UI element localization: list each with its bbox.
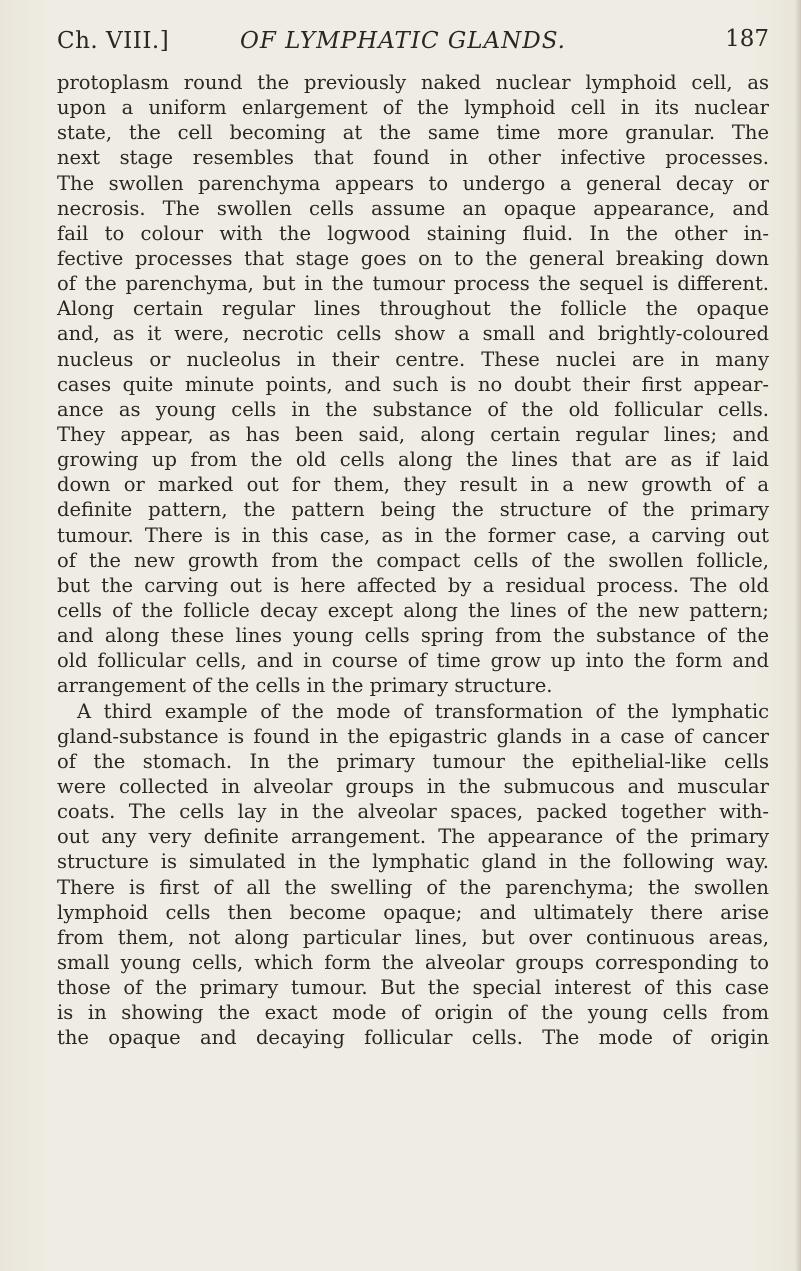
text-line: the opaque and decaying follicular cells. The mode of origin [57, 1026, 769, 1050]
text-line: necrosis. The swollen cells assume an opaque appearance, and [57, 196, 769, 220]
text-line: cases quite minute points, and such is no doubt their first appear- [57, 372, 769, 396]
text-line: fective processes that stage goes on to the general breaking down [57, 246, 769, 270]
text-line: tumour. There is in this case, as in the former case, a carving out [57, 523, 769, 547]
text-line: and along these lines young cells spring from the substance of the [57, 624, 769, 648]
text-line: state, the cell becoming at the same time more granular. The [57, 121, 769, 145]
text-line: down or marked out for them, they result in a new growth of a [57, 473, 769, 497]
chapter-label: Ch. VIII.] [57, 28, 170, 54]
running-title: OF LYMPHATIC GLANDS. [240, 28, 566, 54]
text-line: old follicular cells, and in course of time grow up into the form and [57, 649, 769, 673]
page-number: 187 [725, 26, 769, 52]
text-line: growing up from the old cells along the lines that are as if laid [57, 448, 769, 472]
text-line: and, as it were, necrotic cells show a small and brightly-coloured [57, 322, 769, 346]
text-line: small young cells, which form the alveolar groups corresponding to [57, 950, 769, 974]
text-line: of the parenchyma, but in the tumour process the sequel is different. [57, 272, 769, 296]
page-edge-shadow [795, 0, 801, 1271]
text-line: gland-substance is found in the epigastric glands in a case of cancer [57, 724, 769, 748]
text-line: There is first of all the swelling of the parenchyma; the swollen [57, 875, 769, 899]
text-line: definite pattern, the pattern being the structure of the primary [57, 498, 769, 522]
body-text [57, 70, 769, 1050]
text-line: structure is simulated in the lymphatic gland in the following way. [57, 850, 769, 874]
running-head [57, 28, 769, 60]
text-line: Along certain regular lines throughout the follicle the opaque [57, 297, 769, 321]
text-line: were collected in alveolar groups in the submucous and muscular [57, 774, 769, 798]
text-line: The swollen parenchyma appears to undergo a general decay or [57, 171, 769, 195]
text-line: is in showing the exact mode of origin of the young cells from [57, 1001, 769, 1025]
text-line: those of the primary tumour. But the special interest of this case [57, 976, 769, 1000]
text-line: ance as young cells in the substance of the old follicular cells. [57, 397, 769, 421]
text-line: of the stomach. In the primary tumour the epithelial-like cells [57, 749, 769, 773]
text-line: next stage resembles that found in other infective processes. [57, 146, 769, 170]
text-line: cells of the follicle decay except along the lines of the new pattern; [57, 598, 769, 622]
text-line: They appear, as has been said, along certain regular lines; and [57, 422, 769, 446]
paragraph-end-line: arrangement of the cells in the primary structure. [57, 674, 553, 698]
text-line: protoplasm round the previously naked nuclear lymphoid cell, as [57, 71, 769, 94]
text-line: nucleus or nucleolus in their centre. These nuclei are in many [57, 347, 769, 371]
text-line: but the carving out is here affected by a residual process. The old [57, 573, 769, 597]
text-line: out any very definite arrangement. The appearance of the primary [57, 825, 769, 849]
text-line: fail to colour with the logwood staining fluid. In the other in- [57, 221, 769, 245]
paragraph-start-line: A third example of the mode of transformation of the lymphatic [77, 699, 769, 723]
text-line: upon a uniform enlargement of the lymphoid cell in its nuclear [57, 96, 769, 120]
text-line: of the new growth from the compact cells of the swollen follicle, [57, 548, 769, 572]
text-line: coats. The cells lay in the alveolar spaces, packed together with- [57, 800, 769, 824]
text-line: lymphoid cells then become opaque; and ultimately there arise [57, 900, 769, 924]
text-line: from them, not along particular lines, but over continuous areas, [57, 925, 769, 949]
